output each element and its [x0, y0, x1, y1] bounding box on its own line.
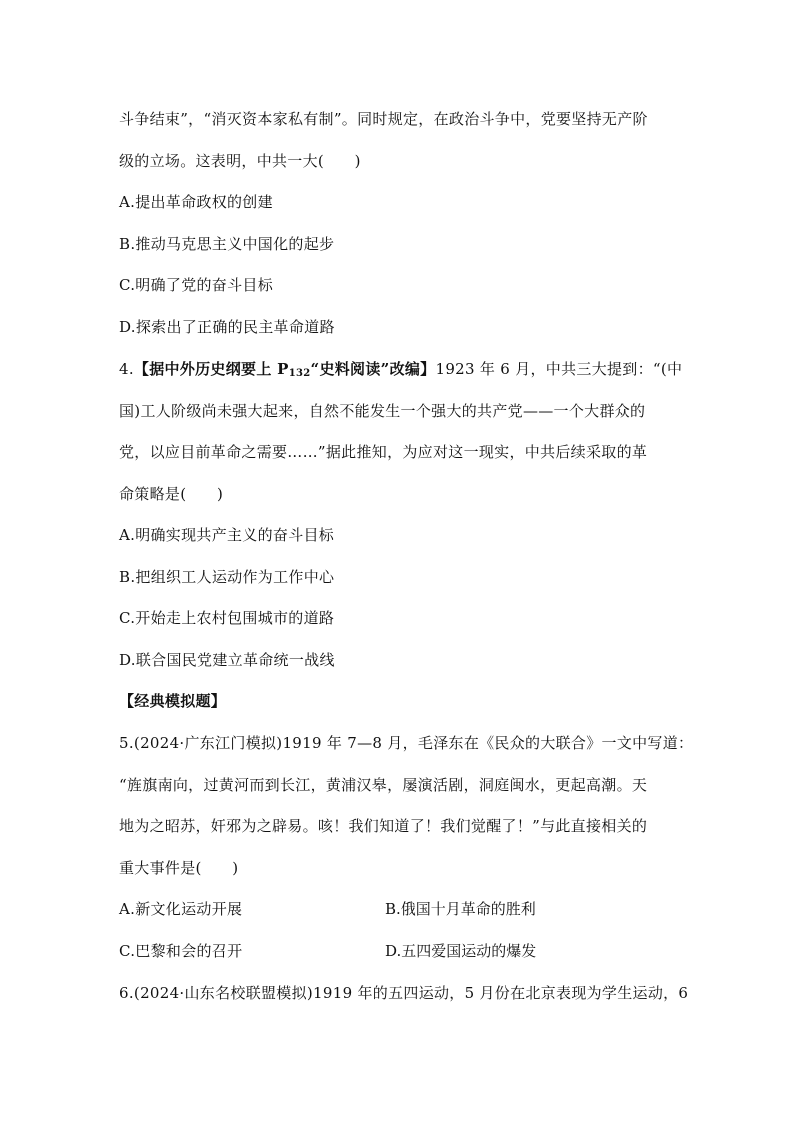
q3-option-b: B.推动马克思主义中国化的起步 [119, 235, 335, 253]
q4-option-d: D.联合国民党建立革命统一战线 [119, 651, 335, 669]
q5-stem-line-1: 5.(2024·广东江门模拟)1919 年 7—8 月，毛泽东在《民众的大联合》一文中写道： [119, 734, 694, 752]
q3-option-d: D.探索出了正确的民主革命道路 [119, 318, 335, 336]
q3-stem-line-2: 级的立场。这表明，中共一大( ) [119, 152, 361, 170]
section-heading: 【经典模拟题】 [119, 692, 227, 710]
q5-stem-line-2: “旌旗南向，过黄河而到长江，黄浦汉皋，屡演活剧，洞庭闽水，更起高潮。天 [119, 776, 648, 794]
q4-stem-line-4: 命策略是( ) [119, 485, 224, 503]
q4-source-prefix: 【据中外历史纲要上 P [133, 360, 289, 378]
q4-stem-line-3: 党，以应目前革命之需要……”据此推知，为应对这一现实，中共后续采取的革 [119, 443, 648, 461]
q5-stem-line-4: 重大事件是( ) [119, 859, 239, 877]
q4-source-page: 132 [288, 368, 311, 379]
q4-source-tag [134, 360, 436, 378]
q4-option-a: A.明确实现共产主义的奋斗目标 [119, 526, 335, 544]
q4-option-c: C.开始走上农村包围城市的道路 [119, 609, 335, 627]
q3-stem-line-1: 斗争结束”，“消灭资本家私有制”。同时规定，在政治斗争中，党要坚持无产阶 [119, 110, 648, 128]
q4-stem-line-1-text: 1923 年 6 月，中共三大提到：“(中 [435, 360, 683, 378]
q5-option-a: A.新文化运动开展 [119, 900, 243, 918]
q3-option-c: C.明确了党的奋斗目标 [119, 276, 274, 294]
q4-source-suffix: “史料阅读”改编】 [310, 360, 436, 378]
q5-option-b: B.俄国十月革命的胜利 [385, 900, 536, 918]
q4-stem-line-1 [119, 359, 689, 379]
q4-stem-line-2: 国)工人阶级尚未强大起来，自然不能发生一个强大的共产党——一个大群众的 [119, 402, 646, 420]
q3-option-a: A.提出革命政权的创建 [119, 193, 273, 211]
q4-option-b: B.把组织工人运动作为工作中心 [119, 568, 335, 586]
q6-stem-line-1: 6.(2024·山东名校联盟模拟)1919 年的五四运动，5 月份在北京表现为学生运动，6 [119, 984, 689, 1002]
q5-option-c: C.巴黎和会的召开 [119, 942, 243, 960]
q5-stem-line-3: 地为之昭苏，奸邪为之辟易。咳！我们知道了！我们觉醒了！”与此直接相关的 [119, 817, 648, 835]
q4-number: 4. [119, 360, 134, 378]
q5-option-d: D.五四爱国运动的爆发 [385, 942, 537, 960]
